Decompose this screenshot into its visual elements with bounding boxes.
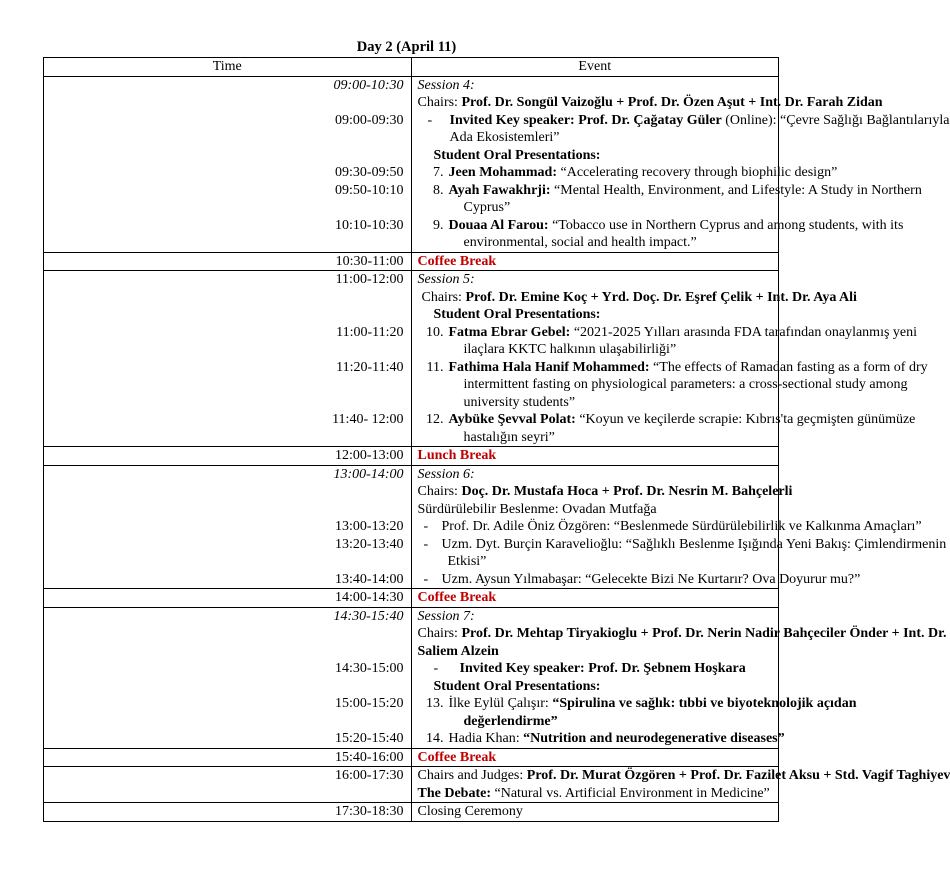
- keynote-speaker: Invited Key speaker: Prof. Dr. Şebnem Hoşkara: [459, 661, 746, 676]
- presenter-name: Ayah Fawakhrji:: [448, 182, 551, 198]
- presentation-title: “Tobacco use in Northern Cyprus and among students, with its: [548, 217, 904, 233]
- chairs-names: Prof. Dr. Murat Özgören + Prof. Dr. Fazilet Aksu + Std. Vagif Taghiyev: [526, 768, 950, 783]
- slot-time: 11:40- 12:00: [332, 412, 404, 427]
- chairs-names: Prof. Dr. Emine Koç + Yrd. Doç. Dr. Eşref Çelik + Int. Dr. Aya Ali: [465, 289, 857, 305]
- session-5-row: 11:00-12:00 11:00-11:20 11:20-11:40 11:40- 12:00 Session 5: Chairs: Prof. Dr. Emine Koç + Yrd. Doç. Dr. Eşref Çelik + Int. Dr. Aya Ali Student Oral Presentations: 10. Fatma Ebrar Gebel: “2021-2025 Yılları arasında FDA tarafından onaylanmış yeni ilaçlara KKTC halkının ulaşabilirliği” 11. Fathima Hala Hanif Mohammed: “The effects of Ramadan fasting as a form of dry intermittent fasting on physiological parameters: a cross-sectional study among university students” 12. Aybüke Şevval Polat: “Koyun ve keçilerde scrapie: Kıbrıs'ta geçmişten günümüze hastalığın seyri”: [44, 271, 779, 447]
- chairs-names: Prof. Dr. Songül Vaizoğlu + Prof. Dr. Özen Aşut + Int. Dr. Farah Zidan: [461, 95, 883, 110]
- slot-time: 11:00-11:20: [336, 324, 404, 340]
- chairs-label: Chairs:: [417, 626, 458, 641]
- session-label: Session 5:: [417, 272, 475, 287]
- coffee-break-row: 10:30-11:00 Coffee Break: [44, 252, 779, 271]
- schedule-table: [43, 57, 950, 822]
- session-6-row: 13:00-14:00 13:00-13:20 13:20-13:40 13:40-14:00 Session 6: Chairs: Doç. Dr. Mustafa Hoca + Prof. Dr. Nesrin M. Bahçelerli Sürdürülebilir Beslenme: Ovadan Mutfağa - Prof. Dr. Adile Öniz Özgören: “Beslenmede Sürdürülebilirlik ve Kalkınma Amaçları” - Uzm. Dyt. Burçin Karavelioğlu: “Sağlıklı Beslenme Işığında Yeni Bakış: Çimlendirmenin Etkisi” - Uzm. Aysun Yılmabaşar: “Gelecekte Bizi Ne Kurtarır? Ova Doyurur mu?”: [44, 465, 779, 589]
- slot-time: 09:30-09:50: [335, 165, 404, 180]
- keynote-title: (Online): “Çevre Sağlığı Bağlantılarıyla: [721, 112, 950, 128]
- presenter-name: Aybüke Şevval Polat:: [448, 412, 576, 427]
- slot-time: 15:20-15:40: [335, 731, 404, 746]
- session-time: 14:30-15:40: [333, 608, 404, 624]
- presenter-name: Jeen Mohammad:: [448, 165, 557, 180]
- chairs-label: Chairs:: [417, 95, 458, 110]
- closing-label: Closing Ceremony: [417, 804, 523, 819]
- presentation-title: “Koyun ve keçilerde scrapie: Kıbrıs'ta geçmişten günümüze: [575, 412, 916, 427]
- chairs-names: Doç. Dr. Mustafa Hoca + Prof. Dr. Nesrin M. Bahçelerli: [461, 484, 793, 499]
- chairs-label: Chairs:: [421, 289, 462, 305]
- keynote-speaker: Invited Key speaker: Prof. Dr. Çağatay Güler: [449, 112, 722, 128]
- time-header: Time: [44, 58, 412, 77]
- presentation-title: “2021-2025 Yılları arasında FDA tarafından onaylanmış yeni: [570, 324, 918, 340]
- closing-row: 17:30-18:30 Closing Ceremony: [44, 803, 779, 822]
- slot-time: 13:00-13:20: [335, 519, 404, 534]
- lunch-break-label: Lunch Break: [417, 448, 497, 463]
- slot-time: 11:20-11:40: [336, 359, 404, 375]
- presenter-name: Fathima Hala Hanif Mohammed:: [448, 359, 650, 375]
- chairs-label: Chairs:: [417, 484, 458, 499]
- talk: Uzm. Dyt. Burçin Karavelioğlu: “Sağlıklı Beslenme Işığında Yeni Bakış: Çimlendirmenin: [441, 536, 947, 552]
- table-header-row: [44, 58, 779, 77]
- session-theme: Sürdürülebilir Beslenme: Ovadan Mutfağa: [417, 501, 657, 517]
- slot-time: 14:30-15:00: [335, 661, 404, 676]
- presentation-title: “Spirulina ve sağlık: tıbbi ve biyoteknolojik açıdan: [548, 696, 857, 711]
- slot-time: 13:20-13:40: [335, 536, 404, 552]
- presentation-title: “Mental Health, Environment, and Lifestyle: A Study in Northern: [550, 182, 922, 198]
- coffee-break-label: Coffee Break: [417, 253, 497, 269]
- presenter-name: Hadia Khan:: [448, 731, 520, 746]
- coffee-break-row: 14:00-14:30 Coffee Break: [44, 589, 779, 608]
- debate-label: The Debate:: [417, 785, 491, 801]
- student-presentations-heading: Student Oral Presentations:: [433, 678, 601, 694]
- slot-time: 15:00-15:20: [335, 696, 404, 711]
- student-presentations-heading: Student Oral Presentations:: [433, 307, 601, 322]
- session-7-row: 14:30-15:40 14:30-15:00 15:00-15:20 15:20-15:40 Session 7: Chairs: Prof. Dr. Mehtap Tiryakioglu + Prof. Dr. Nerin Nadir Bahçeciler Önder + Int. Dr. Saliem Alzein - Invited Key speaker: Prof. Dr. Şebnem Hoşkara Student Oral Presentations: 13. İlke Eylül Çalışır: “Spirulina ve sağlık: tıbbi ve biyoteknolojik açıdan değerlendirme” 14. Hadia Khan: “Nutrition and neurodegenerative diseases”: [44, 607, 779, 748]
- presentation-title: “Accelerating recovery through biophilic design”: [557, 165, 838, 180]
- event-header: Event: [411, 58, 779, 77]
- chairs-label: Chairs and Judges:: [417, 768, 524, 783]
- session-4-row: 09:00-10:30 09:00-09:30 09:30-09:50 09:50-10:10 10:10-10:30 Session 4: Chairs: Prof. Dr. Songül Vaizoğlu + Prof. Dr. Özen Aşut + Int. Dr. Farah Zidan - Invited Key speaker: Prof. Dr. Çağatay Güler (Online): “Çevre Sağlığı Bağlantılarıyla Ada Ekosistemleri” Student Oral Presentations: 7. Jeen Mohammad: “Accelerating recovery through biophilic design” 8. Ayah Fawakhrji: “Mental Health, Environment, and Lifestyle: A Study in Northern Cyprus” 9. Douaa Al Farou: “Tobacco use in Northern Cyprus and among students, with its environmental, social and health impact.”: [44, 76, 779, 252]
- presenter-name: İlke Eylül Çalışır:: [448, 696, 549, 711]
- session-label: Session 6:: [417, 466, 475, 482]
- session-time: 11:00-12:00: [335, 272, 404, 287]
- student-presentations-heading: Student Oral Presentations:: [433, 147, 601, 163]
- lunch-break-row: 12:00-13:00 Lunch Break: [44, 447, 779, 466]
- talk: Prof. Dr. Adile Öniz Özgören: “Beslenmede Sürdürülebilirlik ve Kalkınma Amaçları”: [441, 519, 922, 534]
- session-label: Session 7:: [417, 608, 475, 624]
- chairs-names: Prof. Dr. Mehtap Tiryakioglu + Prof. Dr. Nerin Nadir Bahçeciler Önder + Int. Dr.: [461, 626, 947, 641]
- keynote-title-cont: Ada Ekosistemleri”: [449, 130, 560, 145]
- session-time: 13:00-14:00: [333, 466, 404, 482]
- debate-row: 16:00-17:30 Chairs and Judges: Prof. Dr. Murat Özgören + Prof. Dr. Fazilet Aksu + Std. Vagif Taghiyev The Debate: “Natural vs. Artificial Environment in Medicine”: [44, 767, 779, 803]
- coffee-break-label: Coffee Break: [417, 590, 497, 605]
- coffee-break-row: 15:40-16:00 Coffee Break: [44, 748, 779, 767]
- presenter-name: Fatma Ebrar Gebel:: [448, 324, 571, 340]
- coffee-break-label: Coffee Break: [417, 749, 497, 765]
- session-label: Session 4:: [417, 77, 475, 93]
- bullet-dash: -: [427, 112, 433, 128]
- slot-time: 09:50-10:10: [335, 182, 404, 198]
- slot-time: 09:00-09:30: [335, 112, 404, 128]
- presentation-title: “Nutrition and neurodegenerative diseases”: [519, 731, 785, 746]
- presenter-name: Douaa Al Farou:: [448, 217, 549, 233]
- talk: Uzm. Aysun Yılmabaşar: “Gelecekte Bizi Ne Kurtarır? Ova Doyurur mu?”: [441, 571, 861, 587]
- day-title: Day 2 (April 11): [356, 39, 457, 55]
- slot-time: 13:40-14:00: [335, 571, 404, 587]
- session-time: 09:00-10:30: [333, 77, 404, 93]
- slot-time: 10:10-10:30: [335, 217, 404, 233]
- presentation-title: “The effects of Ramadan fasting as a form of dry: [649, 359, 928, 375]
- debate-topic: “Natural vs. Artificial Environment in Medicine”: [491, 785, 770, 801]
